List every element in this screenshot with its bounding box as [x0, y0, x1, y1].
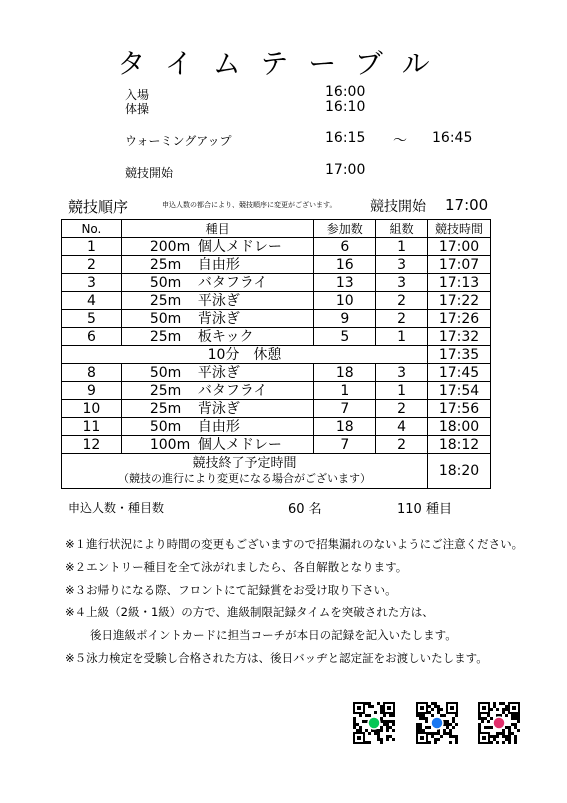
break-row: [62, 346, 491, 364]
row-event: [121, 274, 314, 292]
row-event: [121, 256, 314, 274]
row-entries: 16: [314, 256, 376, 274]
row-event: [121, 436, 314, 454]
row-style: 板キック: [197, 328, 254, 345]
row-entries: 7: [314, 436, 376, 454]
row-no: 3: [62, 274, 122, 292]
line-qr-code[interactable]: [353, 702, 395, 744]
facebook-qr-code[interactable]: [416, 702, 458, 744]
row-event: [121, 364, 314, 382]
row-event: [121, 400, 314, 418]
row-time: 17:07: [428, 256, 491, 274]
summary-people: 60 名: [288, 502, 322, 517]
row-time: 18:00: [428, 418, 491, 436]
row-style: 背泳ぎ: [197, 400, 240, 417]
row-no: 5: [62, 310, 122, 328]
table-row: [62, 418, 491, 436]
row-style: 平泳ぎ: [197, 364, 240, 381]
row-entries: 13: [314, 274, 376, 292]
row-time: 18:12: [428, 436, 491, 454]
row-style: 自由形: [197, 418, 240, 435]
row-heats: 2: [376, 436, 428, 454]
row-distance: 25m: [149, 400, 182, 417]
break-time: 17:35: [428, 346, 491, 364]
row-style: バタフライ: [197, 274, 268, 291]
table-row: [62, 238, 491, 256]
row-time: 17:00: [428, 238, 491, 256]
schedule-time-warmup: 16:15: [325, 130, 366, 146]
row-time: 17:32: [428, 328, 491, 346]
note-4: ※４上級（2級・1級）の方で、進級制限記録タイムを突破された方は、: [65, 605, 434, 619]
row-event: [121, 238, 314, 256]
row-distance: 25m: [149, 328, 182, 345]
row-heats: 1: [376, 382, 428, 400]
schedule-label-warmup: ウォーミングアップ: [125, 134, 232, 148]
row-distance: 200m: [149, 238, 191, 255]
row-heats: 3: [376, 274, 428, 292]
row-no: 8: [62, 364, 122, 382]
row-distance: 50m: [149, 274, 182, 291]
row-style: バタフライ: [197, 382, 268, 399]
row-heats: 3: [376, 364, 428, 382]
row-heats: 2: [376, 310, 428, 328]
schedule-time-entry: 16:00: [325, 84, 366, 100]
row-distance: 50m: [149, 310, 182, 327]
end-cell: [62, 454, 428, 489]
row-distance: 25m: [149, 256, 182, 273]
table-row: [62, 382, 491, 400]
row-style: 自由形: [197, 256, 240, 273]
instagram-icon: [493, 717, 505, 729]
row-entries: 18: [314, 364, 376, 382]
schedule-time-exercise: 16:10: [325, 99, 366, 115]
row-distance: 50m: [149, 418, 182, 435]
header-no: No.: [62, 220, 122, 238]
schedule-label-exercise: 体操: [125, 102, 150, 116]
row-no: 11: [62, 418, 122, 436]
summary-events: 110 種目: [397, 502, 452, 517]
header-heats: 組数: [376, 220, 428, 238]
table-row: [62, 310, 491, 328]
note-2: ※２エントリー種目を全て泳がれましたら、各自解散となります。: [65, 560, 408, 574]
row-event: [121, 310, 314, 328]
row-no: 9: [62, 382, 122, 400]
row-heats: 3: [376, 256, 428, 274]
row-event: [121, 418, 314, 436]
note-1: ※１進行状況により時間の変更もございますので招集漏れのないようにご注意ください。: [65, 537, 524, 551]
row-distance: 25m: [149, 292, 182, 309]
break-label: 10分 休憩: [62, 346, 428, 364]
row-heats: 2: [376, 400, 428, 418]
row-time: 17:22: [428, 292, 491, 310]
end-note: （競技の進行により変更になる場合がございます）: [118, 472, 372, 485]
schedule-time-start: 17:00: [325, 162, 366, 178]
row-time: 17:56: [428, 400, 491, 418]
header-time: 競技時間: [428, 220, 491, 238]
row-distance: 100m: [149, 436, 191, 453]
row-no: 4: [62, 292, 122, 310]
row-style: 個人メドレー: [197, 436, 282, 453]
instagram-qr-code[interactable]: [478, 702, 520, 744]
row-entries: 9: [314, 310, 376, 328]
row-entries: 1: [314, 382, 376, 400]
row-entries: 5: [314, 328, 376, 346]
header-entries: 参加数: [314, 220, 376, 238]
row-time: 17:13: [428, 274, 491, 292]
end-time: 18:20: [428, 454, 491, 489]
row-no: 12: [62, 436, 122, 454]
row-no: 2: [62, 256, 122, 274]
order-heading: 競技順序: [68, 198, 129, 216]
table-header-row: [62, 220, 491, 238]
note-5: ※５泳力検定を受験し合格された方は、後日バッヂと認定証をお渡しいたします。: [65, 651, 488, 665]
row-event: [121, 292, 314, 310]
table-row: [62, 436, 491, 454]
schedule-time-warmup-end: 16:45: [432, 130, 473, 146]
row-style: 個人メドレー: [197, 238, 282, 255]
table-row: [62, 328, 491, 346]
row-no: 1: [62, 238, 122, 256]
row-style: 平泳ぎ: [197, 292, 240, 309]
row-entries: 10: [314, 292, 376, 310]
table-row: [62, 274, 491, 292]
row-heats: 4: [376, 418, 428, 436]
row-heats: 1: [376, 328, 428, 346]
row-distance: 25m: [149, 382, 182, 399]
row-no: 6: [62, 328, 122, 346]
row-entries: 7: [314, 400, 376, 418]
page-title: タイムテーブル: [117, 47, 450, 80]
note-3: ※３お帰りになる際、フロントにて記録賞をお受け取り下さい。: [65, 583, 397, 597]
order-note: 申込人数の都合により、競技順序に変更がございます。: [162, 201, 337, 209]
row-heats: 2: [376, 292, 428, 310]
schedule-label-entry: 入場: [125, 88, 150, 102]
table-row: [62, 364, 491, 382]
row-distance: 50m: [149, 364, 182, 381]
summary-label: 申込人数・種目数: [68, 501, 165, 515]
schedule-label-start: 競技開始: [125, 166, 174, 180]
event-table: [61, 219, 491, 489]
row-time: 17:26: [428, 310, 491, 328]
facebook-icon: [431, 717, 443, 729]
start-label: 競技開始: [370, 199, 426, 215]
row-event: [121, 382, 314, 400]
row-heats: 1: [376, 238, 428, 256]
header-event: 種目: [121, 220, 314, 238]
row-entries: 18: [314, 418, 376, 436]
start-time: 17:00: [445, 196, 489, 214]
note-4-cont: 後日進級ポイントカードに担当コーチが本日の記録を記入いたします。: [90, 628, 457, 642]
row-event: [121, 328, 314, 346]
end-label: 競技終了予定時間: [192, 456, 297, 471]
schedule-warmup-sep: ～: [393, 133, 407, 149]
table-row: [62, 256, 491, 274]
table-row: [62, 400, 491, 418]
table-row: [62, 292, 491, 310]
end-row: [62, 454, 491, 489]
row-entries: 6: [314, 238, 376, 256]
row-no: 10: [62, 400, 122, 418]
row-style: 背泳ぎ: [197, 310, 240, 327]
row-time: 17:45: [428, 364, 491, 382]
row-time: 17:54: [428, 382, 491, 400]
line-icon: [368, 717, 380, 729]
